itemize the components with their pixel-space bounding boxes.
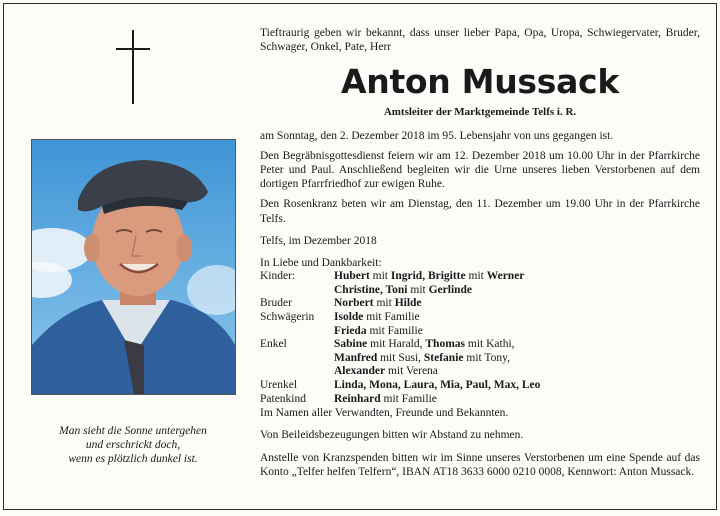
relation-text: mit Verena: [385, 365, 438, 378]
family-names: [334, 325, 700, 339]
death-text: am Sonntag, den 2. Dezember 2018 im 95. Lebensjahr von uns gegangen ist.: [260, 129, 614, 142]
notice-text: [260, 26, 700, 479]
relation-text: mit: [407, 283, 429, 296]
family-names: [334, 297, 700, 311]
person-name: Sabine: [334, 338, 368, 351]
obituary-notice: [3, 3, 717, 510]
relation-text: mit Tony,: [463, 351, 510, 364]
cross-icon: [116, 30, 150, 104]
donation-text: Anstelle von Kranzspenden bitten wir im Sinne unseres Verstorbenen um eine Spende auf das Konto „Telfer helfen Telfern“, IBAN AT18 3633 6000 0210 0008, Kennwort: Anton Mussack.: [260, 451, 700, 478]
person-name: Hubert: [334, 270, 370, 283]
quote-line: wenn es plötzlich dunkel ist.: [68, 453, 198, 465]
person-name: Gerlinde: [428, 283, 473, 296]
family-names: [334, 393, 700, 407]
condolence-text: Von Beileidsbezeugungen bitten wir Abstand zu nehmen.: [260, 429, 524, 442]
person-name: Ingrid, Brigitte: [390, 270, 466, 283]
person-name: Linda, Mona, Laura, Mia, Paul, Max, Leo: [334, 378, 541, 391]
person-name: Norbert: [334, 297, 374, 310]
relation-text: mit: [369, 270, 391, 283]
person-name: Isolde: [334, 311, 364, 324]
family-names: [334, 379, 700, 393]
family-role: Patenkind: [260, 392, 306, 405]
person-name: Stefanie: [423, 351, 464, 364]
family-names: [334, 311, 700, 325]
relation-text: mit Familie: [363, 311, 420, 324]
love-intro: In Liebe und Dankbarkeit:: [260, 257, 382, 270]
relatives-text: Im Namen aller Verwandten, Freunde und Bekannten.: [260, 407, 509, 420]
deceased-name: Anton Mussack: [341, 62, 619, 102]
family-names: [334, 270, 700, 284]
family-role: Schwägerin: [260, 311, 315, 324]
family-role: Enkel: [260, 338, 287, 351]
family-role: Kinder:: [260, 270, 296, 283]
intro-text: Tieftraurig geben wir bekannt, dass unser lieber Papa, Opa, Uropa, Schwiegervater, Bruder, Schwager, Onkel, Pate, Herr: [260, 27, 700, 54]
family-names: [334, 365, 700, 379]
person-name: Frieda: [334, 324, 367, 337]
quote-line: und erschrickt doch,: [85, 439, 181, 451]
relation-text: mit Familie: [366, 324, 423, 337]
family-list: [260, 270, 700, 406]
relation-text: mit Kathi,: [465, 338, 515, 351]
person-name: Thomas: [425, 338, 465, 351]
person-name: Alexander: [334, 365, 386, 378]
family-names: [334, 338, 700, 352]
funeral-text: Den Begräbnisgottesdienst feiern wir am 12. Dezember 2018 um 10.00 Uhr in der Pfarrkirche Peter und Paul. Anschließend begleiten wir die Urne unseres lieben Verstorbenen auf dem dortigen Pfarrfriedhof zur ewigen Ruhe.: [260, 149, 700, 191]
relation-text: mit Familie: [380, 392, 437, 405]
person-name: Hilde: [394, 297, 422, 310]
relation-text: mit Harald,: [367, 338, 426, 351]
person-name: Manfred: [334, 351, 378, 364]
quote: [24, 424, 242, 466]
family-names: [334, 352, 700, 366]
place-date: Telfs, im Dezember 2018: [260, 234, 377, 247]
portrait-photo: [31, 139, 236, 395]
person-name: Werner: [486, 270, 525, 283]
relation-text: mit Susi,: [377, 351, 424, 364]
quote-line: Man sieht die Sonne untergehen: [59, 425, 207, 437]
family-role: Bruder: [260, 297, 292, 310]
family-names: [334, 284, 700, 298]
deceased-title: Amtsleiter der Marktgemeinde Telfs i. R.: [383, 106, 577, 119]
relation-text: mit: [373, 297, 395, 310]
family-role: Urenkel: [260, 378, 298, 391]
rosary-text: Den Rosenkranz beten wir am Dienstag, den 11. Dezember um 19.00 Uhr in der Pfarrkirche Telfs.: [260, 198, 700, 225]
person-name: Reinhard: [334, 392, 381, 405]
relation-text: mit: [465, 270, 487, 283]
person-name: Christine, Toni: [334, 283, 408, 296]
